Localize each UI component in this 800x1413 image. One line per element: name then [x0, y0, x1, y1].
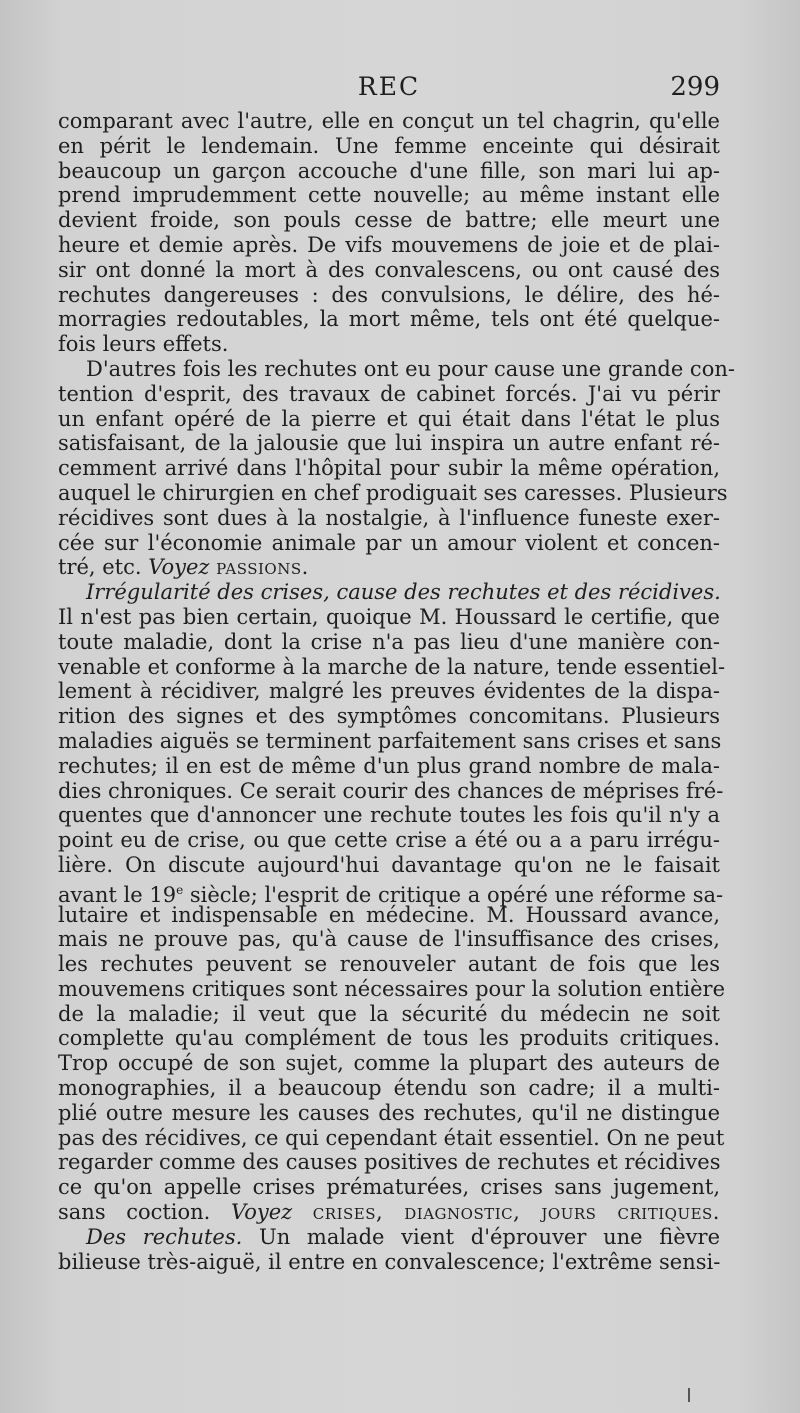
text-line: pas des récidives, ce qui cependant était essentiel. On ne peut: [58, 1125, 725, 1150]
text-line: plié outre mesure les causes des rechutes, qu'il ne distingue: [58, 1100, 720, 1125]
text-line: regarder comme des causes positives de rechutes et récidives: [58, 1150, 721, 1175]
text-line: D'autres fois les rechutes ont eu pour cause une grande con-: [86, 356, 735, 381]
text-line: lutaire et indispensable en médecine. M. Houssard avance,: [58, 902, 720, 927]
text-line-with-reference: [58, 555, 720, 580]
text-line: de la maladie; il veut que la sécurité du médecin ne soit: [58, 1001, 720, 1026]
margin-mark: [688, 1388, 690, 1402]
text-line: un enfant opéré de la pierre et qui était dans l'état le plus: [58, 406, 720, 431]
page-header: [58, 72, 720, 108]
text-line: Il n'est pas bien certain, quoique M. Houssard le certifie, que: [58, 604, 720, 629]
text-line: lière. On discute aujourd'hui davantage qu'on ne le faisait: [58, 852, 720, 877]
text-line: fois leurs effets.: [58, 332, 229, 357]
text-line: rition des signes et des symptômes concomitans. Plusieurs: [58, 704, 720, 729]
text-line: mouvemens critiques sont nécessaires pour la solution entière: [58, 976, 726, 1001]
text-line: heure et demie après. De vifs mouvemens de joie et de plai-: [58, 232, 720, 257]
text-line-with-reference: [58, 1200, 720, 1225]
text-line: rechutes; il en est de même d'un plus grand nombre de mala-: [58, 753, 720, 778]
cross-reference: passions.: [216, 555, 309, 580]
page-number: 299: [670, 72, 720, 102]
text-line: toute maladie, dont la crise n'a pas lieu d'une manière con-: [58, 629, 720, 654]
text-line: devient froide, son pouls cesse de battre; elle meurt une: [58, 208, 720, 233]
text-line: morragies redoutables, la mort même, tels ont été quelque-: [58, 307, 720, 332]
text-line: tention d'esprit, des travaux de cabinet forcés. J'ai vu périr: [58, 381, 720, 406]
text-fragment: siècle; l'esprit de critique a opéré une réforme sa-: [183, 882, 724, 907]
text-line: lement à récidiver, malgré les preuves évidentes de la dispa-: [58, 679, 720, 704]
text-line: quentes que d'annoncer une rechute toutes les fois qu'il n'y a: [58, 803, 720, 828]
text-fragment: Un malade vient d'éprouver une fièvre: [242, 1224, 720, 1249]
text-line: les rechutes peuvent se renouveler autant de fois que les: [58, 952, 720, 977]
text-line: dies chroniques. Ce serait courir des chances de méprises fré-: [58, 778, 724, 803]
text-line: sir ont donné la mort à des convalescens, ou ont causé des: [58, 257, 720, 282]
text-fragment: avant le 19: [58, 882, 177, 907]
text-line: point eu de crise, ou que cette crise a été ou a a paru irrégu-: [58, 828, 720, 853]
text-line-with-heading: [58, 1225, 720, 1250]
text-line: auquel le chirurgien en chef prodiguait ses caresses. Plusieurs: [58, 480, 728, 505]
voyez-reference: Voyez: [230, 1200, 293, 1225]
text-line: Trop occupé de son sujet, comme la plupart des auteurs de: [58, 1051, 720, 1076]
section-heading-rechutes: Des rechutes.: [86, 1224, 243, 1249]
text-line: complette qu'au complément de tous les produits critiques.: [58, 1026, 720, 1051]
text-line: ce qu'on appelle crises prématurées, crises sans jugement,: [58, 1175, 720, 1200]
body-text: [58, 109, 735, 1274]
text-line: maladies aiguës se terminent parfaitement sans crises et sans: [58, 728, 722, 753]
text-line: comparant avec l'autre, elle en conçut un tel chagrin, qu'elle: [58, 109, 720, 133]
text-line: monographies, il a beaucoup étendu son cadre; il a multi-: [58, 1076, 720, 1101]
text-line: rechutes dangereuses : des convulsions, le délire, des hé-: [58, 282, 720, 307]
text-line: satisfaisant, de la jalousie que lui inspira un autre enfant ré-: [58, 431, 720, 456]
text-line-with-superscript: [58, 878, 724, 907]
section-heading-irregularite: Irrégularité des crises, cause des rechutes et des récidives.: [86, 580, 721, 605]
text-line: cemment arrivé dans l'hôpital pour subir la même opération,: [58, 456, 720, 481]
text-line: mais ne prouve pas, qu'à cause de l'insuffisance des crises,: [58, 927, 720, 952]
cross-reference: crises, diagnostic, jours critiques.: [312, 1200, 720, 1225]
text-line: venable et conforme à la marche de la nature, tende essentiel-: [58, 654, 726, 679]
text-line: prend imprudemment cette nouvelle; au même instant elle: [58, 183, 720, 208]
superscript: e: [176, 882, 184, 897]
text-line: récidives sont dues à la nostalgie, à l'influence funeste exer-: [58, 505, 720, 530]
voyez-reference: Voyez: [148, 555, 210, 580]
text-fragment: tré, etc.: [58, 555, 149, 580]
text-line: en périt le lendemain. Une femme enceinte qui désirait: [58, 133, 720, 158]
text-fragment: sans coction.: [58, 1200, 231, 1225]
text-line: cée sur l'économie animale par un amour violent et concen-: [58, 530, 720, 555]
running-head: REC: [357, 72, 421, 101]
text-line: beaucoup un garçon accouche d'une fille, son mari lui ap-: [58, 158, 720, 183]
text-line: bilieuse très-aiguë, il entre en convalescence; l'extrême sensi-: [58, 1249, 721, 1274]
